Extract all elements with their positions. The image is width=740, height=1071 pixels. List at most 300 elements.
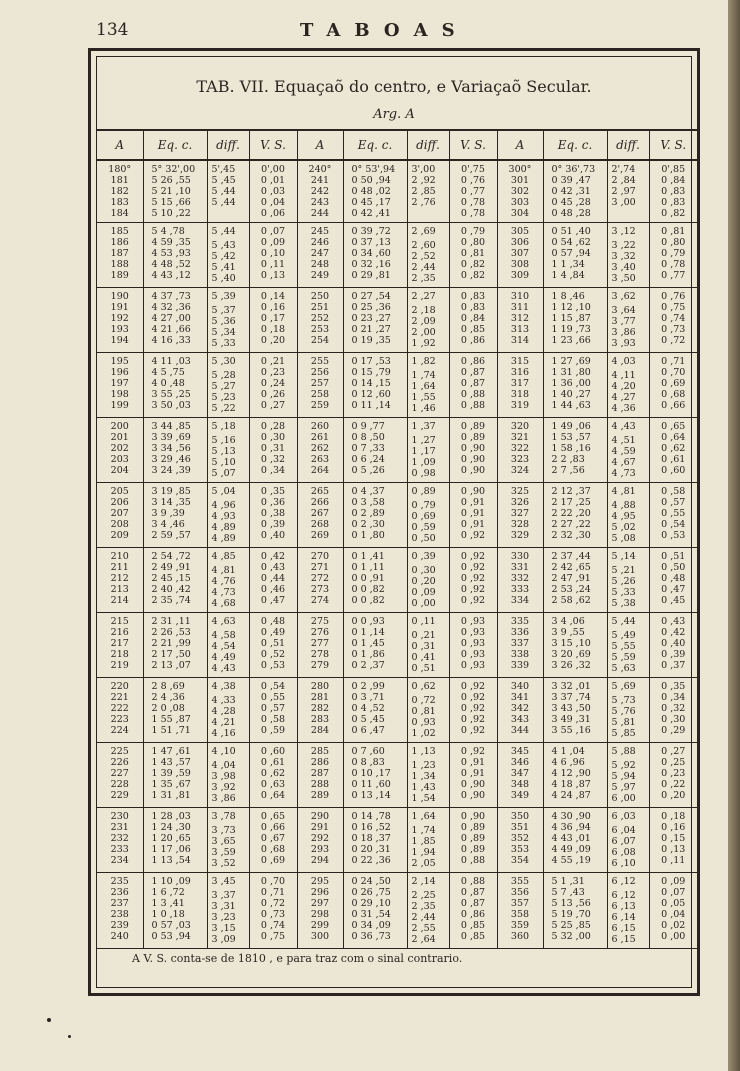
cell-value: 258: [310, 389, 330, 400]
cell-value: 1 31 ,81: [151, 790, 191, 801]
cell-value: 5 ,33: [211, 338, 236, 349]
cell-v1: [249, 548, 297, 613]
cell-value: 244: [310, 208, 330, 219]
cell-value: 5 ,73: [611, 695, 636, 706]
cell-value: 0 ,38: [260, 508, 286, 519]
cell-value: 292: [310, 833, 330, 844]
cell-value: 4 ,36: [611, 403, 636, 414]
cell-value: 4 ,67: [611, 457, 636, 468]
cell-value: 3 32 ,01: [551, 681, 591, 692]
cell-value: 5 ,14: [611, 551, 636, 562]
cell-value: 5 ,36: [211, 316, 236, 327]
cell-value: 0 ,34: [260, 465, 286, 476]
cell-value: 0 ,88: [460, 389, 486, 400]
cell-value: 1 ,92: [411, 338, 436, 349]
cell-value: 0 ,82: [460, 270, 486, 281]
cell-d1: [207, 288, 249, 353]
cell-value: 184: [110, 208, 129, 219]
cell-value: 6 ,13: [611, 901, 636, 912]
cell-value: 4 59 ,35: [151, 237, 191, 248]
cell-value: 0 ,62: [260, 768, 286, 779]
cell-value: 299: [310, 920, 330, 931]
cell-value: 0 9 ,77: [351, 421, 385, 432]
cell-value: 0 2 ,37: [351, 660, 385, 671]
cell-value: 337: [510, 638, 530, 649]
cell-value: 269: [310, 530, 330, 541]
cell-value: 239: [110, 920, 129, 931]
cell-a3: [497, 160, 543, 223]
cell-value: 0 ,87: [460, 378, 486, 389]
cell-value: 0 ,70: [260, 876, 286, 887]
cell-a1: [97, 873, 143, 949]
cell-value: 182: [110, 186, 129, 197]
cell-value: 6 ,12: [611, 890, 636, 901]
cell-value: 4 ,95: [611, 511, 636, 522]
cell-value: 0 ,92: [460, 573, 486, 584]
cell-d3: [607, 743, 649, 808]
cell-value: 0 ,88: [460, 855, 486, 866]
cell-value: 5 13 ,56: [551, 898, 591, 909]
cell-value: 252: [310, 313, 330, 324]
cell-value: 190: [110, 291, 129, 302]
cell-value: 3 34 ,56: [151, 443, 191, 454]
cell-value: 249: [310, 270, 330, 281]
cell-value: 0 37 ,13: [351, 237, 391, 248]
cell-e3: [543, 678, 607, 743]
cell-v3: [649, 288, 697, 353]
cell-d2: [407, 613, 449, 678]
cell-value: 3 ,78: [211, 811, 236, 822]
cell-value: 352: [510, 833, 530, 844]
cell-value: 217: [110, 638, 129, 649]
cell-value: 0 ,47: [661, 584, 686, 595]
cell-value: 3 49 ,31: [551, 714, 591, 725]
cell-v1: [249, 223, 297, 288]
cell-d1: [207, 223, 249, 288]
cell-value: 3 29 ,46: [151, 454, 191, 465]
cell-value: 3 14 ,35: [151, 497, 191, 508]
cell-value: 5 ,85: [611, 728, 636, 739]
cell-value: 330: [510, 551, 530, 562]
cell-value: 0 2 ,99: [351, 681, 385, 692]
cell-d2: [407, 548, 449, 613]
table-row-block: [97, 353, 697, 418]
cell-value: 0 ,71: [661, 356, 686, 367]
cell-v1: [249, 808, 297, 873]
cell-value: 1 ,09: [411, 457, 436, 468]
cell-value: 0 42 ,31: [551, 186, 591, 197]
cell-value: 0 ,78: [460, 208, 486, 219]
cell-value: 338: [510, 649, 530, 660]
cell-value: 273: [310, 584, 330, 595]
cell-value: 5 32 ,00: [551, 931, 591, 942]
cell-value: 348: [510, 779, 530, 790]
cell-value: 185: [110, 226, 129, 237]
cell-value: 0 ,73: [260, 909, 286, 920]
cell-value: 0 ,09: [661, 876, 686, 887]
cell-e2: [343, 483, 407, 548]
cell-value: 0 ,89: [460, 844, 486, 855]
cell-d1: [207, 548, 249, 613]
cell-value: 0 18 ,37: [351, 833, 391, 844]
cell-e3: [543, 873, 607, 949]
cell-value: 4 6 ,96: [551, 757, 585, 768]
cell-value: 308: [510, 259, 530, 270]
cell-value: 0 ,51: [661, 551, 686, 562]
cell-value: 0 ,92: [460, 595, 486, 606]
cell-value: 297: [310, 898, 330, 909]
cell-value: 213: [110, 584, 129, 595]
cell-v3: [649, 548, 697, 613]
cell-value: 2 ,35: [411, 901, 436, 912]
cell-d2: [407, 418, 449, 483]
cell-value: 334: [510, 595, 530, 606]
cell-value: 0 ,11: [411, 616, 436, 627]
cell-a2: [297, 808, 343, 873]
cell-value: 5 ,33: [611, 587, 636, 598]
cell-value: 1 36 ,00: [551, 378, 591, 389]
cell-value: 0 ,48: [260, 616, 286, 627]
cell-value: 286: [310, 757, 330, 768]
cell-value: 207: [110, 508, 129, 519]
cell-value: 2 ,60: [411, 240, 436, 251]
cell-value: 2 ,97: [611, 186, 636, 197]
cell-value: 2 ,52: [411, 251, 436, 262]
cell-value: 5 21 ,10: [151, 186, 191, 197]
cell-value: 0 ,54: [260, 681, 286, 692]
cell-value: 4 ,04: [211, 760, 236, 771]
cell-value: 1 10 ,09: [151, 876, 191, 887]
cell-value: 1 0 ,18: [151, 909, 185, 920]
cell-value: 0 24 ,50: [351, 876, 391, 887]
cell-e2: [343, 418, 407, 483]
cell-value: 237: [110, 898, 129, 909]
cell-d1: [207, 613, 249, 678]
column-header: V. S.: [449, 130, 497, 160]
cell-a3: [497, 418, 543, 483]
cell-value: 1 27 ,69: [551, 356, 591, 367]
cell-e3: [543, 353, 607, 418]
cell-value: 1 44 ,63: [551, 400, 591, 411]
cell-value: 0 ,20: [661, 790, 686, 801]
cell-value: 240: [110, 931, 129, 942]
cell-value: 0 ,84: [661, 175, 686, 186]
cell-value: 285: [310, 746, 330, 757]
cell-value: 1 ,23: [411, 760, 436, 771]
cell-value: 266: [310, 497, 330, 508]
cell-value: 0 ,89: [460, 833, 486, 844]
cell-v3: [649, 678, 697, 743]
cell-value: 277: [310, 638, 330, 649]
cell-value: 0 ,70: [661, 367, 686, 378]
cell-value: 204: [110, 465, 129, 476]
cell-value: 4 24 ,87: [551, 790, 591, 801]
cell-value: 3 ,50: [611, 273, 636, 284]
cell-value: 188: [110, 259, 129, 270]
column-header: diff.: [407, 130, 449, 160]
column-header: A: [497, 130, 543, 160]
cell-value: 220: [110, 681, 129, 692]
cell-value: 2 49 ,91: [151, 562, 191, 573]
cell-value: 1 15 ,87: [551, 313, 591, 324]
cell-value: 255: [310, 356, 330, 367]
cell-value: 4 ,73: [211, 587, 236, 598]
cell-value: 3 9 ,39: [151, 508, 185, 519]
running-title: TABOAS: [300, 20, 469, 41]
cell-value: 0 ,02: [661, 920, 686, 931]
cell-d3: [607, 353, 649, 418]
cell-d1: [207, 678, 249, 743]
cell-value: 4 12 ,90: [551, 768, 591, 779]
cell-value: 2 35 ,74: [151, 595, 191, 606]
cell-value: 227: [110, 768, 129, 779]
cell-value: 0 2 ,30: [351, 519, 385, 530]
cell-value: 341: [510, 692, 530, 703]
cell-value: 0 39 ,47: [551, 175, 591, 186]
cell-value: 2 37 ,44: [551, 551, 591, 562]
cell-value: 4 ,89: [211, 522, 236, 533]
cell-value: 243: [310, 197, 330, 208]
cell-value: 0 ,93: [460, 649, 486, 660]
cell-value: 0 ,86: [460, 335, 486, 346]
cell-v2: [449, 483, 497, 548]
cell-value: 0 ,93: [460, 627, 486, 638]
cell-d1: [207, 418, 249, 483]
cell-value: 276: [310, 627, 330, 638]
cell-value: 5 ,94: [611, 771, 636, 782]
cell-value: 0 ,92: [460, 681, 486, 692]
cell-value: 0 ,76: [661, 291, 686, 302]
cell-value: 0 ,83: [460, 291, 486, 302]
cell-d3: [607, 678, 649, 743]
cell-value: 0 13 ,14: [351, 790, 391, 801]
cell-value: 5 ,22: [211, 403, 236, 414]
cell-value: 283: [310, 714, 330, 725]
cell-value: 0 ,39: [411, 551, 436, 562]
cell-value: 0 ,60: [661, 465, 686, 476]
cell-value: 0 ,89: [460, 822, 486, 833]
cell-value: 5 ,02: [611, 522, 636, 533]
cell-value: 0',75: [461, 164, 485, 175]
cell-value: 2 21 ,99: [151, 638, 191, 649]
cell-value: 0 34 ,60: [351, 248, 391, 259]
cell-e3: [543, 223, 607, 288]
cell-value: 0 25 ,36: [351, 302, 391, 313]
cell-value: 2 ,18: [411, 305, 436, 316]
cell-value: 0 ,73: [661, 324, 686, 335]
cell-v2: [449, 353, 497, 418]
cell-a2: [297, 678, 343, 743]
cell-value: 0 ,90: [460, 465, 486, 476]
ink-spot: [68, 1035, 71, 1038]
cell-value: 0 ,77: [460, 186, 486, 197]
cell-value: 5 ,16: [211, 435, 236, 446]
cell-value: 0 ,69: [260, 855, 286, 866]
cell-value: 5 26 ,55: [151, 175, 191, 186]
cell-e2: [343, 808, 407, 873]
cell-value: 5 ,27: [211, 381, 236, 392]
cell-a2: [297, 548, 343, 613]
cell-value: 0 ,51: [260, 638, 286, 649]
cell-value: 311: [510, 302, 530, 313]
cell-value: 1 1 ,34: [551, 259, 585, 270]
cell-value: 282: [310, 703, 330, 714]
cell-value: 0 ,61: [661, 454, 686, 465]
cell-value: 1 47 ,61: [151, 746, 191, 757]
cell-v3: [649, 483, 697, 548]
cell-value: 288: [310, 779, 330, 790]
cell-value: 3 ,64: [611, 305, 636, 316]
cell-a1: [97, 353, 143, 418]
cell-e3: [543, 160, 607, 223]
cell-value: 230: [110, 811, 129, 822]
cell-value: 218: [110, 649, 129, 660]
cell-value: 3 ,45: [211, 876, 236, 887]
cell-value: 5 1 ,31: [551, 876, 585, 887]
cell-a3: [497, 483, 543, 548]
cell-v2: [449, 223, 497, 288]
cell-value: 224: [110, 725, 129, 736]
cell-value: 2 7 ,56: [551, 465, 585, 476]
cell-value: 4 ,21: [211, 717, 236, 728]
cell-value: 1 13 ,54: [151, 855, 191, 866]
cell-value: 0 ,80: [661, 237, 686, 248]
cell-value: 3 9 ,55: [551, 627, 585, 638]
cell-v1: [249, 873, 297, 949]
cell-value: 271: [310, 562, 330, 573]
cell-value: 0 ,87: [460, 367, 486, 378]
cell-value: 279: [310, 660, 330, 671]
cell-value: 333: [510, 584, 530, 595]
cell-d2: [407, 483, 449, 548]
cell-d3: [607, 160, 649, 223]
cell-value: 1 ,74: [411, 370, 436, 381]
cell-value: 0 8 ,50: [351, 432, 385, 443]
cell-value: 6 ,15: [611, 923, 636, 934]
cell-value: 0 26 ,75: [351, 887, 391, 898]
cell-value: 0 39 ,72: [351, 226, 391, 237]
cell-a1: [97, 160, 143, 223]
cell-value: 5 ,44: [211, 197, 236, 208]
cell-value: 0 ,58: [661, 486, 686, 497]
cell-value: 1 ,13: [411, 746, 436, 757]
cell-a3: [497, 678, 543, 743]
cell-value: 300°: [508, 164, 532, 175]
cell-value: 0 ,90: [460, 486, 486, 497]
cell-value: 0 4 ,52: [351, 703, 385, 714]
cell-value: 358: [510, 909, 530, 920]
cell-value: 291: [310, 822, 330, 833]
cell-v3: [649, 418, 697, 483]
cell-value: 5 ,23: [211, 392, 236, 403]
footnote: A V. S. conta-se de 1810 , e para traz com o sinal contrario.: [132, 952, 463, 965]
cell-value: 0 ,91: [460, 508, 486, 519]
cell-value: 192: [110, 313, 129, 324]
cell-value: 0 ,07: [260, 226, 286, 237]
cell-e2: [343, 548, 407, 613]
cell-value: 0 ,40: [661, 638, 686, 649]
cell-value: 0 ,66: [260, 822, 286, 833]
cell-value: 2 ,64: [411, 934, 436, 945]
cell-value: 3 ,92: [211, 782, 236, 793]
cell-value: 289: [310, 790, 330, 801]
cell-value: 256: [310, 367, 330, 378]
cell-value: 0 0 ,91: [351, 573, 385, 584]
cell-value: 6 ,00: [611, 793, 636, 804]
cell-value: 301: [510, 175, 530, 186]
cell-value: 5 ,34: [211, 327, 236, 338]
cell-v1: [249, 743, 297, 808]
cell-value: 5 ,59: [611, 652, 636, 663]
cell-value: 4 ,51: [611, 435, 636, 446]
cell-value: 0 1 ,80: [351, 530, 385, 541]
cell-value: 0 16 ,52: [351, 822, 391, 833]
cell-value: 6 ,08: [611, 847, 636, 858]
cell-value: 0 ,21: [260, 356, 286, 367]
cell-value: 5 ,13: [211, 446, 236, 457]
cell-value: 0 6 ,24: [351, 454, 385, 465]
cell-value: 0 ,81: [460, 248, 486, 259]
cell-d2: [407, 743, 449, 808]
cell-value: 2 53 ,24: [551, 584, 591, 595]
cell-value: 357: [510, 898, 530, 909]
cell-value: 0 ,74: [661, 313, 686, 324]
cell-v1: [249, 483, 297, 548]
cell-value: 6 ,03: [611, 811, 636, 822]
cell-value: 5 ,45: [211, 175, 236, 186]
cell-value: 2 32 ,30: [551, 530, 591, 541]
column-header: A: [97, 130, 143, 160]
cell-value: 3 4 ,06: [551, 616, 585, 627]
cell-a1: [97, 223, 143, 288]
cell-value: 3 ,40: [611, 262, 636, 273]
table-row-block: [97, 678, 697, 743]
cell-value: 0 ,93: [460, 660, 486, 671]
cell-e1: [143, 808, 207, 873]
cell-value: 0 ,13: [661, 844, 686, 855]
cell-value: 0 ,16: [661, 822, 686, 833]
cell-value: 0 1 ,86: [351, 649, 385, 660]
cell-value: 1 53 ,57: [551, 432, 591, 443]
cell-value: 2 27 ,22: [551, 519, 591, 530]
cell-a1: [97, 548, 143, 613]
cell-value: 5 ,04: [211, 486, 236, 497]
cell-value: 1 19 ,73: [551, 324, 591, 335]
cell-value: 4 ,59: [611, 446, 636, 457]
cell-value: 208: [110, 519, 129, 530]
cell-value: 0 ,89: [411, 486, 436, 497]
cell-value: 1 ,17: [411, 446, 436, 457]
cell-d1: [207, 743, 249, 808]
cell-value: 0 1 ,45: [351, 638, 385, 649]
column-header: V. S.: [249, 130, 297, 160]
cell-value: 0 ,34: [661, 692, 686, 703]
cell-value: 318: [510, 389, 530, 400]
cell-value: 0 0 ,93: [351, 616, 385, 627]
cell-value: 5 ,44: [211, 186, 236, 197]
cell-value: 193: [110, 324, 129, 335]
cell-value: 232: [110, 833, 129, 844]
cell-value: 0 ,07: [661, 887, 686, 898]
cell-value: 1 23 ,66: [551, 335, 591, 346]
cell-value: 2 2 ,83: [551, 454, 585, 465]
cell-value: 347: [510, 768, 530, 779]
cell-value: 3 ,23: [211, 912, 236, 923]
cell-value: 0 ,64: [661, 432, 686, 443]
cell-value: 263: [310, 454, 330, 465]
cell-value: 0 ,89: [460, 421, 486, 432]
cell-e3: [543, 743, 607, 808]
